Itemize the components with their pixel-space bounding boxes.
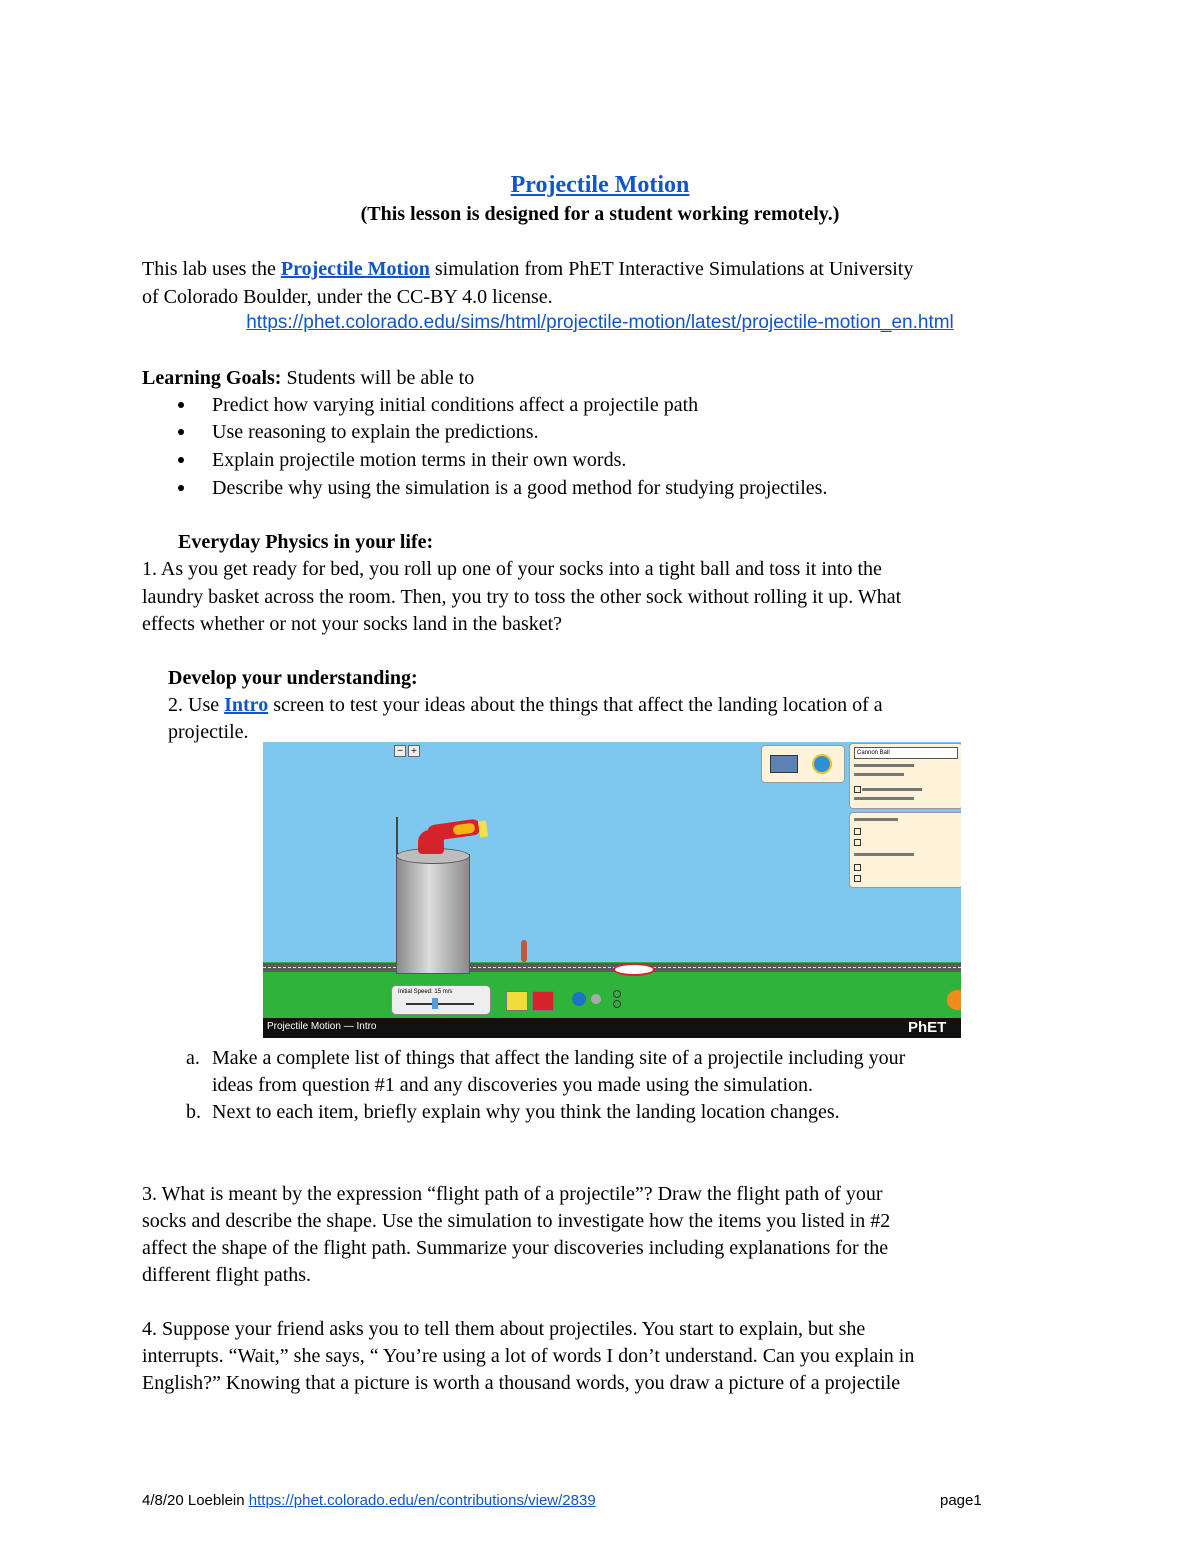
question-3-line: different flight paths. xyxy=(142,1264,312,1286)
page-number: page1 xyxy=(940,1492,982,1509)
panel-row xyxy=(854,818,898,821)
panel-row xyxy=(854,773,904,776)
item-b-marker: b. xyxy=(186,1101,201,1123)
cannon-muzzle xyxy=(478,821,488,838)
question-4-line: interrupts. “Wait,” she says, “ You’re using a lot of words I don’t understand. Can you explain in xyxy=(142,1345,915,1367)
zoom-out-button[interactable]: − xyxy=(394,745,406,757)
speed-slider-thumb[interactable] xyxy=(432,998,438,1009)
target[interactable] xyxy=(613,963,655,976)
person-figure xyxy=(521,940,527,962)
page-title[interactable]: Projectile Motion xyxy=(510,172,690,198)
item-b-line: Next to each item, briefly explain why you think the landing location changes. xyxy=(212,1101,840,1123)
question-1-line: laundry basket across the room. Then, you try to toss the other sock without rolling it up. What xyxy=(142,586,902,608)
bullet xyxy=(178,457,184,463)
phet-logo: PhET xyxy=(908,1019,947,1036)
vector-checkbox[interactable] xyxy=(854,828,861,835)
page-subtitle: (This lesson is designed for a student working remotely.) xyxy=(360,203,840,225)
bullet xyxy=(178,402,184,408)
vector-checkbox[interactable] xyxy=(854,864,861,871)
cannon-pedestal[interactable] xyxy=(396,854,470,974)
vector-checkbox[interactable] xyxy=(854,875,861,882)
step-button[interactable] xyxy=(591,994,601,1004)
road-stripe xyxy=(263,967,961,968)
everyday-heading: Everyday Physics in your life: xyxy=(178,531,434,553)
intro-line-1: This lab uses the Projectile Motion simulation from PhET Interactive Simulations at University xyxy=(142,258,914,280)
develop-heading: Develop your understanding: xyxy=(168,667,418,689)
bullet xyxy=(178,429,184,435)
bullet xyxy=(178,485,184,491)
question-4-line: 4. Suppose your friend asks you to tell them about projectiles. You start to explain, but she xyxy=(142,1318,866,1340)
air-resistance-checkbox[interactable] xyxy=(854,786,861,793)
question-3-line: affect the shape of the flight path. Summarize your discoveries including explanations for the xyxy=(142,1237,889,1259)
eraser-button[interactable] xyxy=(506,991,528,1011)
contribution-link[interactable]: https://phet.colorado.edu/en/contributions/view/2839 xyxy=(248,1492,596,1509)
question-3-line: socks and describe the shape. Use the simulation to investigate how the items you listed in #2 xyxy=(142,1210,891,1232)
question-1-line: 1. As you get ready for bed, you roll up one of your socks into a tight ball and toss it into the xyxy=(142,558,882,580)
fire-button[interactable] xyxy=(532,991,554,1011)
slow-speed-radio[interactable] xyxy=(613,1000,621,1008)
simulation-screenshot xyxy=(263,742,961,1038)
question-2-line: 2. Use Intro screen to test your ideas about the things that affect the landing location of a xyxy=(168,694,883,716)
item-a-marker: a. xyxy=(186,1047,200,1069)
sim-link[interactable]: Projectile Motion xyxy=(280,258,430,280)
speed-slider-track[interactable] xyxy=(406,1003,474,1005)
sim-footer-label: Projectile Motion — Intro xyxy=(267,1021,377,1032)
projectile-panel xyxy=(849,743,961,809)
projectile-dropdown[interactable]: Cannon Ball xyxy=(854,747,958,759)
measuring-tape-tool[interactable] xyxy=(770,755,798,773)
panel-row xyxy=(854,853,914,856)
intro-line-2: of Colorado Boulder, under the CC-BY 4.0 license. xyxy=(142,286,553,308)
stopwatch-tool[interactable] xyxy=(812,754,832,774)
normal-speed-radio[interactable] xyxy=(613,990,621,998)
reset-button[interactable] xyxy=(947,990,961,1010)
goal-item: Explain projectile motion terms in their own words. xyxy=(212,449,627,471)
panel-row xyxy=(854,797,914,800)
question-1-line: effects whether or not your socks land in the basket? xyxy=(142,613,563,635)
question-2-line-2: projectile. xyxy=(168,721,249,743)
panel-row xyxy=(854,764,914,767)
question-3-line: 3. What is meant by the expression “flight path of a projectile”? Draw the flight path of your xyxy=(142,1183,883,1205)
learning-goals-intro: Learning Goals: Students will be able to xyxy=(142,367,475,389)
sim-url-link[interactable]: https://phet.colorado.edu/sims/html/projectile-motion/latest/projectile-motion_en.html xyxy=(246,312,954,333)
speed-label: Initial Speed: 15 m/s xyxy=(398,989,453,995)
vector-checkbox[interactable] xyxy=(854,839,861,846)
play-pause-button[interactable] xyxy=(572,992,586,1006)
page-footer: 4/8/20 Loeblein https://phet.colorado.edu/en/contributions/view/2839 xyxy=(142,1492,596,1509)
goal-item: Predict how varying initial conditions affect a projectile path xyxy=(212,394,699,416)
zoom-in-button[interactable]: + xyxy=(408,745,420,757)
goal-item: Describe why using the simulation is a good method for studying projectiles. xyxy=(212,477,828,499)
question-4-line: English?” Knowing that a picture is worth a thousand words, you draw a picture of a projectile xyxy=(142,1372,901,1394)
vectors-panel xyxy=(849,812,961,888)
height-marker[interactable] xyxy=(396,817,398,857)
speed-control[interactable] xyxy=(391,985,491,1015)
intro-link[interactable]: Intro xyxy=(224,694,269,716)
panel-row xyxy=(862,788,922,791)
item-a-line: Make a complete list of things that affect the landing site of a projectile including your xyxy=(212,1047,906,1069)
toolbox-panel xyxy=(761,745,845,783)
item-a-line: ideas from question #1 and any discoveries you made using the simulation. xyxy=(212,1074,813,1096)
goal-item: Use reasoning to explain the predictions. xyxy=(212,421,539,443)
